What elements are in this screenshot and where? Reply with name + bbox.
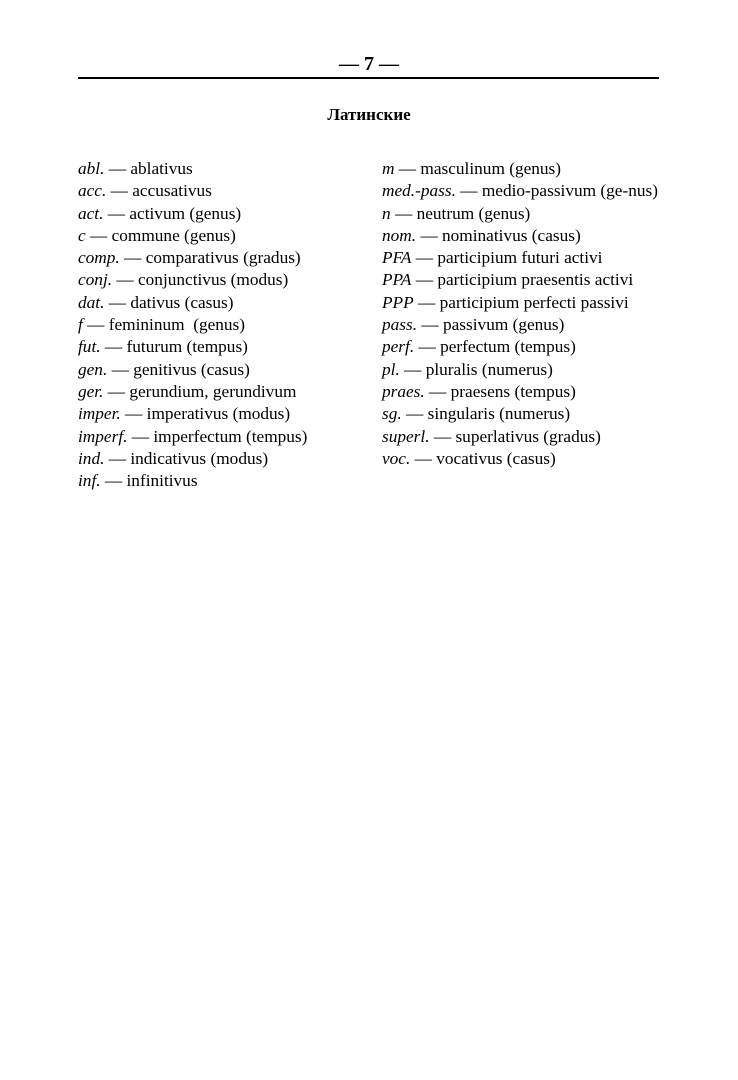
definition: — comparativus (gradus) bbox=[119, 248, 301, 268]
abbreviation-entry bbox=[382, 247, 660, 269]
abbreviation: imper. bbox=[78, 404, 121, 424]
definition: — neutrum (genus) bbox=[390, 203, 531, 223]
abbreviation-entry bbox=[382, 180, 660, 202]
definition: — genitivus (casus) bbox=[107, 359, 250, 379]
abbreviation: inf. bbox=[78, 471, 101, 491]
abbreviation-entry bbox=[78, 203, 348, 225]
abbreviation-entry bbox=[78, 158, 348, 180]
abbreviation-entry bbox=[382, 359, 660, 381]
abbreviation-entry bbox=[78, 381, 348, 403]
abbreviation-entry bbox=[382, 269, 660, 291]
definition: — imperfectum (tempus) bbox=[127, 426, 308, 446]
abbreviation-entry bbox=[78, 426, 348, 448]
definition: — singularis (numerus) bbox=[401, 404, 571, 424]
definition: — indicativus (modus) bbox=[104, 448, 269, 468]
definition: — passivum (genus) bbox=[417, 315, 565, 335]
definition: — nominativus (casus) bbox=[416, 225, 581, 245]
abbreviation-entry bbox=[382, 448, 660, 470]
definition: — masculinum (genus) bbox=[394, 159, 562, 178]
abbreviation: conj. bbox=[78, 270, 113, 290]
definition: — imperativus (modus) bbox=[120, 404, 291, 424]
abbreviation: n bbox=[382, 203, 391, 223]
abbreviation: nom. bbox=[382, 225, 417, 245]
header-rule bbox=[78, 77, 659, 79]
abbreviation: abl. bbox=[78, 159, 105, 178]
definition: — perfectum (tempus) bbox=[414, 337, 576, 357]
definition: — participium praesentis activi bbox=[411, 270, 634, 290]
abbreviation: PPP bbox=[382, 292, 414, 312]
abbreviation: act. bbox=[78, 203, 104, 223]
abbreviation: sg. bbox=[382, 404, 402, 424]
definition: — participium futuri activi bbox=[411, 248, 603, 268]
abbreviation-entry bbox=[78, 269, 348, 291]
abbreviation-entry bbox=[78, 180, 348, 202]
abbreviation: pl. bbox=[382, 359, 400, 379]
abbreviation-list-right bbox=[382, 158, 660, 470]
abbreviation: praes. bbox=[382, 381, 425, 401]
abbreviation-entry bbox=[382, 292, 660, 314]
page-number: — 7 — bbox=[339, 53, 399, 75]
abbreviation-entry bbox=[78, 470, 348, 492]
definition: — ablativus bbox=[104, 159, 193, 178]
abbreviation: perf. bbox=[382, 337, 415, 357]
abbreviation: ind. bbox=[78, 448, 105, 468]
abbreviation-entry bbox=[78, 403, 348, 425]
abbreviation: PFA bbox=[382, 248, 412, 268]
abbreviation-entry bbox=[382, 203, 660, 225]
abbreviation: PPA bbox=[382, 270, 412, 290]
abbreviation: dat. bbox=[78, 292, 105, 312]
abbreviation-entry bbox=[382, 314, 660, 336]
definition: — dativus (casus) bbox=[104, 292, 234, 312]
abbreviation: superl. bbox=[382, 426, 430, 446]
definition: — gerundium, gerundivum bbox=[103, 381, 297, 401]
definition: — superlativus (gradus) bbox=[429, 426, 601, 446]
definition: — conjunctivus (modus) bbox=[112, 270, 289, 290]
definition: — infinitivus bbox=[100, 471, 198, 491]
abbreviation: m bbox=[382, 159, 395, 178]
abbreviation-entry bbox=[382, 225, 660, 247]
definition: — vocativus (casus) bbox=[410, 448, 556, 468]
definition: — activum (genus) bbox=[103, 203, 242, 223]
definition: — femininum (genus) bbox=[82, 315, 246, 335]
abbreviation: f bbox=[78, 315, 83, 335]
abbreviation: pass. bbox=[382, 315, 418, 335]
abbreviation: comp. bbox=[78, 248, 120, 268]
definition: — futurum (tempus) bbox=[100, 337, 248, 357]
abbreviation-list-left bbox=[78, 158, 348, 492]
definition: — medio-passivum (ge-nus) bbox=[455, 181, 658, 201]
abbreviation: imperf. bbox=[78, 426, 128, 446]
abbreviation-entry bbox=[78, 448, 348, 470]
definition: — accusativus bbox=[106, 181, 212, 201]
abbreviation: med.-pass. bbox=[382, 181, 456, 201]
abbreviation: voc. bbox=[382, 448, 411, 468]
abbreviation-entry bbox=[78, 359, 348, 381]
abbreviation-entry bbox=[78, 314, 348, 336]
abbreviation: acc. bbox=[78, 181, 107, 201]
abbreviation-entry bbox=[78, 225, 348, 247]
section-title: Латинские bbox=[327, 105, 411, 124]
abbreviation-entry bbox=[382, 336, 660, 358]
abbreviation-entry bbox=[382, 403, 660, 425]
abbreviation: c bbox=[78, 225, 86, 245]
abbreviation-entry bbox=[78, 336, 348, 358]
abbreviation: fut. bbox=[78, 337, 101, 357]
abbreviation: gen. bbox=[78, 359, 108, 379]
abbreviation-entry bbox=[78, 292, 348, 314]
definition: — participium perfecti passivi bbox=[413, 292, 629, 312]
abbreviation-entry bbox=[382, 158, 660, 180]
abbreviation-entry bbox=[78, 247, 348, 269]
abbreviation-entry bbox=[382, 381, 660, 403]
abbreviation: ger. bbox=[78, 381, 104, 401]
definition: — pluralis (numerus) bbox=[399, 359, 553, 379]
definition: — commune (genus) bbox=[85, 225, 236, 245]
abbreviation-entry bbox=[382, 426, 660, 448]
definition: — praesens (tempus) bbox=[424, 381, 576, 401]
